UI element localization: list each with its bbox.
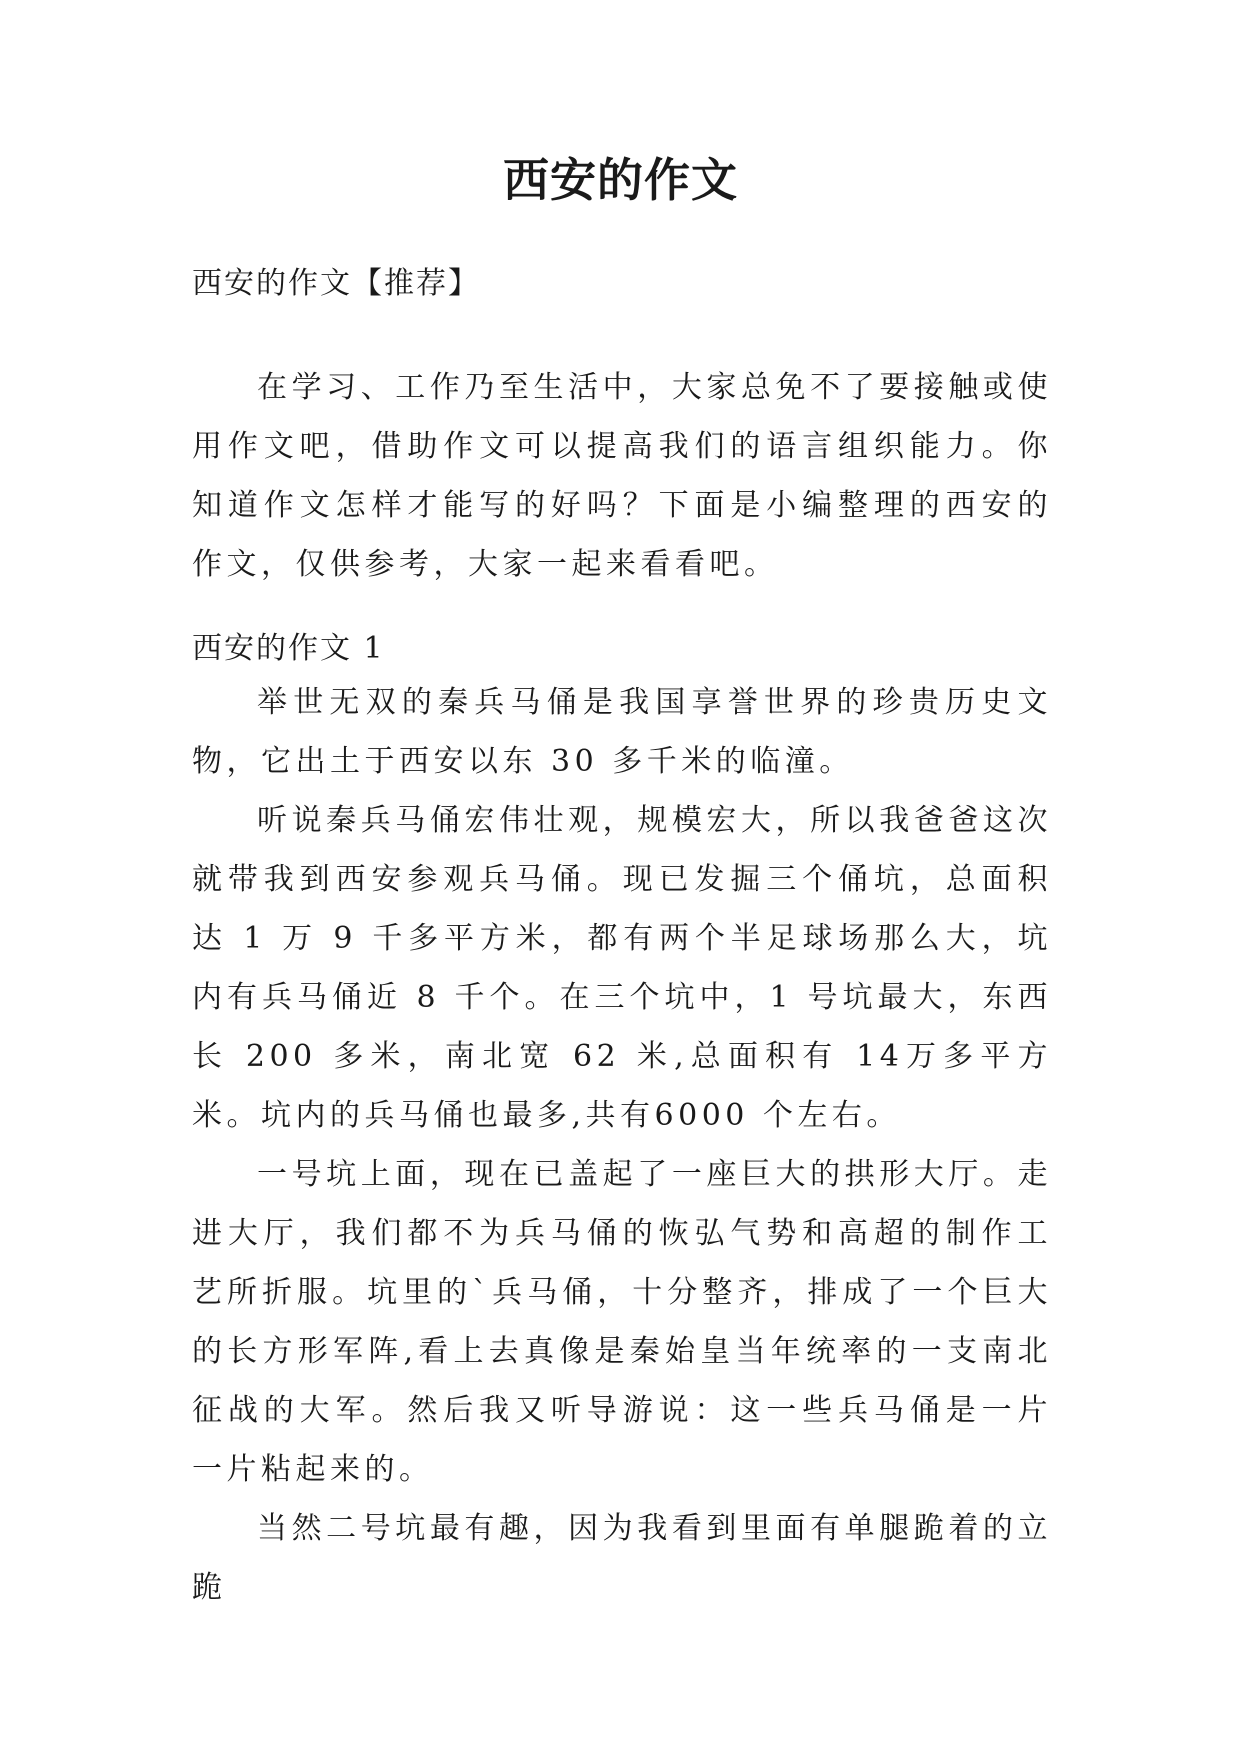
- intro-paragraph: 在学习、工作乃至生活中，大家总免不了要接触或使用作文吧，借助作文可以提高我们的语言组织能力。你知道作文怎样才能写的好吗？下面是小编整理的西安的作文，仅供参考，大家一起来看看吧。: [192, 370, 1052, 582]
- intro-paragraph-block: [192, 358, 1052, 594]
- section-body: [192, 673, 1052, 1617]
- document-subtitle: 西安的作文【推荐】: [192, 266, 480, 301]
- body-paragraph: 举世无双的秦兵马俑是我国享誉世界的珍贵历史文物，它出土于西安以东 30 多千米的临潼。: [192, 685, 1052, 779]
- body-paragraph: 听说秦兵马俑宏伟壮观，规模宏大，所以我爸爸这次就带我到西安参观兵马俑。现已发掘三个俑坑，总面积达 1 万 9 千多平方米，都有两个半足球场那么大，坑内有兵马俑近 8 千个。在三个坑中，1 号坑最大，东西长 200 多米，南北宽 62 米,总面积有 14万多平方米。坑内的兵马俑也最多,共有6000 个左右。: [192, 803, 1052, 1133]
- body-paragraph: 当然二号坑最有趣，因为我看到里面有单腿跪着的立跪: [192, 1511, 1052, 1605]
- document-title: 西安的作文: [503, 153, 738, 207]
- section-heading: 西安的作文 1: [192, 631, 385, 666]
- body-paragraph: 一号坑上面，现在已盖起了一座巨大的拱形大厅。走进大厅，我们都不为兵马俑的恢弘气势和高超的制作工艺所折服。坑里的`兵马俑，十分整齐，排成了一个巨大的长方形军阵,看上去真像是秦始皇当年统率的一支南北征战的大军。然后我又听导游说：这一些兵马俑是一片一片粘起来的。: [192, 1157, 1052, 1487]
